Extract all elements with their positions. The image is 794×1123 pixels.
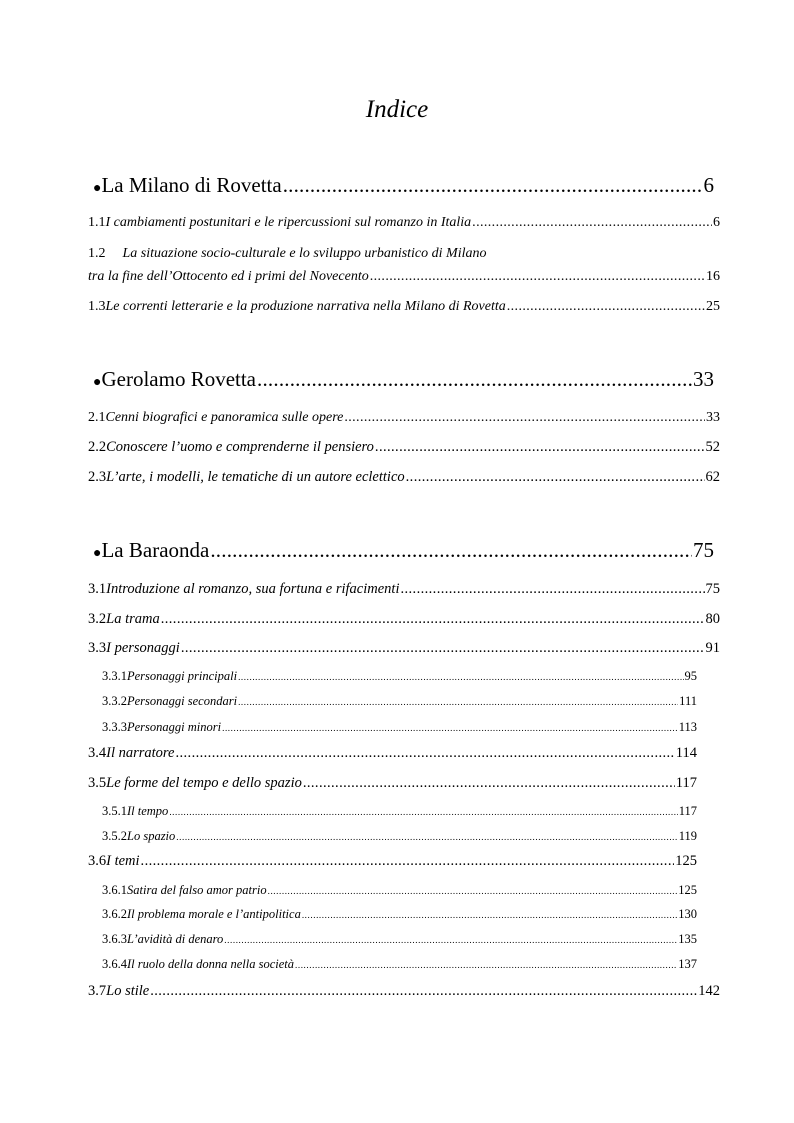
dot-leader bbox=[302, 907, 677, 922]
page-number: 114 bbox=[675, 745, 697, 761]
section-title: L’avidità di denaro bbox=[127, 932, 224, 946]
section-title: Introduzione al romanzo, sua fortuna e rifacimenti bbox=[106, 581, 400, 597]
dot-leader bbox=[406, 469, 705, 486]
toc-entry-3-2[interactable] bbox=[88, 611, 720, 628]
section-title: I temi bbox=[106, 853, 140, 869]
section-title: Personaggi secondari bbox=[127, 694, 238, 708]
toc-entry-3-6[interactable] bbox=[88, 853, 697, 870]
page-number: 117 bbox=[678, 804, 697, 818]
toc-entry-1-2[interactable] bbox=[88, 269, 720, 285]
section-title: La trama bbox=[106, 611, 160, 627]
section-title: Il problema morale e l’antipolitica bbox=[127, 907, 301, 921]
section-title: I cambiamenti postunitari e le ripercussioni sul romanzo in Italia bbox=[105, 215, 472, 230]
page-number: 80 bbox=[705, 611, 720, 627]
page-number: 33 bbox=[693, 367, 714, 391]
page-number: 119 bbox=[678, 829, 697, 843]
dot-leader bbox=[472, 215, 712, 231]
bullet-icon: ● bbox=[93, 375, 102, 390]
section-title: Personaggi principali bbox=[127, 669, 238, 683]
page-number: 95 bbox=[684, 669, 697, 683]
section-number: 3.3.1 bbox=[102, 669, 127, 683]
page-number: 135 bbox=[678, 932, 697, 946]
page-number: 52 bbox=[705, 439, 720, 455]
section-number: 3.2 bbox=[88, 611, 107, 627]
toc-entry-2-3[interactable] bbox=[88, 469, 720, 486]
toc-entry-2-2[interactable] bbox=[88, 439, 720, 456]
dot-leader bbox=[375, 439, 705, 456]
page-number: 137 bbox=[678, 957, 697, 971]
section-number: 1.2 bbox=[88, 246, 106, 261]
section-title: Conoscere l’uomo e comprenderne il pensiero bbox=[106, 439, 374, 455]
section-title: Il tempo bbox=[127, 804, 169, 818]
toc-entry-3-6-3[interactable] bbox=[102, 932, 697, 947]
dot-leader bbox=[222, 720, 678, 735]
page-number: 16 bbox=[706, 269, 720, 284]
chapter-title: La Milano di Rovetta bbox=[101, 173, 282, 197]
page-number: 6 bbox=[703, 173, 714, 197]
page-number: 33 bbox=[706, 410, 720, 425]
section-title: Satira del falso amor patrio bbox=[127, 883, 267, 897]
section-number: 3.3.2 bbox=[102, 694, 127, 708]
section-number: 1.3 bbox=[88, 299, 106, 314]
dot-leader bbox=[169, 804, 677, 819]
toc-entry-3-3-2[interactable] bbox=[102, 694, 697, 709]
dot-leader bbox=[161, 611, 705, 628]
toc-entry-3-6-4[interactable] bbox=[102, 957, 697, 972]
toc-chapter-2[interactable] bbox=[93, 367, 714, 392]
dot-leader bbox=[303, 775, 675, 792]
section-title: Lo spazio bbox=[127, 829, 176, 843]
dot-leader bbox=[238, 694, 678, 709]
dot-leader bbox=[175, 745, 674, 762]
page-number: 125 bbox=[675, 853, 697, 869]
section-number: 2.2 bbox=[88, 439, 107, 455]
toc-entry-3-3[interactable] bbox=[88, 640, 720, 657]
dot-leader bbox=[370, 269, 705, 285]
page-number: 6 bbox=[713, 215, 720, 230]
section-number: 3.3 bbox=[88, 640, 107, 656]
dot-leader bbox=[283, 173, 703, 198]
section-number: 3.6 bbox=[88, 853, 107, 869]
page-number: 125 bbox=[678, 883, 697, 897]
section-number: 3.4 bbox=[88, 745, 107, 761]
bullet-icon: ● bbox=[93, 181, 102, 196]
toc-entry-1-1[interactable] bbox=[88, 215, 720, 231]
section-number: 2.3 bbox=[88, 469, 107, 485]
section-number: 3.5.1 bbox=[102, 804, 127, 818]
section-title: tra la fine dell’Ottocento ed i primi del Novecento bbox=[88, 269, 369, 284]
dot-leader bbox=[181, 640, 705, 657]
toc-chapter-1[interactable] bbox=[93, 173, 714, 198]
page-number: 117 bbox=[675, 775, 697, 791]
section-title-line1: La situazione socio-culturale e lo sviluppo urbanistico di Milano bbox=[122, 246, 487, 261]
section-number: 1.1 bbox=[88, 215, 106, 230]
page-number: 75 bbox=[705, 581, 720, 597]
toc-entry-1-2-line1[interactable] bbox=[88, 246, 486, 262]
page-number: 111 bbox=[679, 694, 697, 708]
page-number: 75 bbox=[693, 538, 714, 562]
dot-leader bbox=[268, 883, 678, 898]
section-number: 3.5.2 bbox=[102, 829, 127, 843]
section-number: 3.1 bbox=[88, 581, 107, 597]
dot-leader bbox=[150, 983, 697, 1000]
bullet-icon: ● bbox=[93, 546, 102, 561]
page-number: 91 bbox=[705, 640, 720, 656]
toc-chapter-3[interactable] bbox=[93, 538, 714, 563]
chapter-title: La Baraonda bbox=[101, 538, 210, 562]
page-title: Indice bbox=[365, 96, 429, 123]
section-number: 2.1 bbox=[88, 410, 106, 425]
toc-entry-3-5-2[interactable] bbox=[102, 829, 697, 844]
toc-entry-3-6-1[interactable] bbox=[102, 883, 697, 898]
dot-leader bbox=[224, 932, 677, 947]
toc-entry-3-4[interactable] bbox=[88, 745, 697, 762]
page-number: 142 bbox=[698, 983, 720, 999]
page-number: 25 bbox=[706, 299, 720, 314]
page-number: 113 bbox=[678, 720, 697, 734]
dot-leader bbox=[238, 669, 683, 684]
section-title: Il narratore bbox=[106, 745, 175, 761]
toc-entry-3-5[interactable] bbox=[88, 775, 697, 792]
toc-entry-1-3[interactable] bbox=[88, 299, 720, 315]
dot-leader bbox=[257, 367, 692, 392]
toc-entry-2-1[interactable] bbox=[88, 410, 720, 426]
toc-entry-3-3-3[interactable] bbox=[102, 720, 697, 735]
section-number: 3.7 bbox=[88, 983, 107, 999]
dot-leader bbox=[141, 853, 675, 870]
toc-entry-3-3-1[interactable] bbox=[102, 669, 697, 684]
section-title: Il ruolo della donna nella società bbox=[127, 957, 294, 971]
section-number: 3.3.3 bbox=[102, 720, 127, 734]
page-number: 130 bbox=[678, 907, 697, 921]
section-title: Le correnti letterarie e la produzione narrativa nella Milano di Rovetta bbox=[105, 299, 506, 314]
section-number: 3.6.3 bbox=[102, 932, 127, 946]
section-title: Personaggi minori bbox=[127, 720, 222, 734]
section-number: 3.6.4 bbox=[102, 957, 127, 971]
toc-entry-3-7[interactable] bbox=[88, 983, 720, 1000]
section-number: 3.6.1 bbox=[102, 883, 127, 897]
toc-entry-3-6-2[interactable] bbox=[102, 907, 697, 922]
section-title: L’arte, i modelli, le tematiche di un autore eclettico bbox=[106, 469, 405, 485]
dot-leader bbox=[295, 957, 677, 972]
dot-leader bbox=[507, 299, 705, 315]
toc-entry-3-5-1[interactable] bbox=[102, 804, 697, 819]
section-title: I personaggi bbox=[106, 640, 180, 656]
dot-leader bbox=[344, 410, 705, 426]
section-title: Le forme del tempo e dello spazio bbox=[106, 775, 302, 791]
section-title: Cenni biografici e panoramica sulle opere bbox=[105, 410, 344, 425]
chapter-title: Gerolamo Rovetta bbox=[101, 367, 257, 391]
toc-entry-3-1[interactable] bbox=[88, 581, 720, 598]
section-number: 3.6.2 bbox=[102, 907, 127, 921]
dot-leader bbox=[400, 581, 704, 598]
section-title: Lo stile bbox=[106, 983, 150, 999]
page-number: 62 bbox=[705, 469, 720, 485]
dot-leader bbox=[176, 829, 677, 844]
dot-leader bbox=[210, 538, 692, 563]
section-number: 3.5 bbox=[88, 775, 107, 791]
